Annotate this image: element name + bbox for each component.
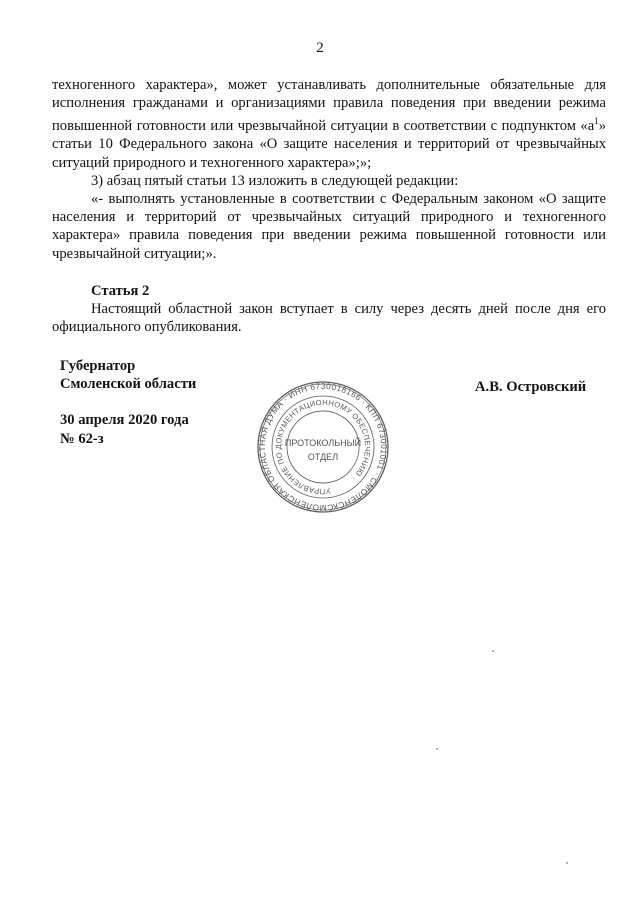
signer-position-line2: Смоленской области bbox=[60, 376, 197, 393]
scan-speck bbox=[436, 748, 438, 750]
official-stamp bbox=[256, 380, 390, 514]
paragraph-amendment-text: «- выполнять установленные в соответствии с Федеральным законом «О защите населения и территорий от чрезвычайных ситуаций природного и техногенного характера» правила поведения при введении режима повышенной готовности или чрезвычайной ситуации;». bbox=[52, 191, 606, 262]
document-body bbox=[52, 76, 606, 337]
stamp-outer-text: СМОЛЕНСКАЯ ОБЛАСТНАЯ ДУМА · ИНН 6730018166 · КПП 673001001 · СМОЛЕНСКАЯ bbox=[256, 380, 390, 514]
stamp-inner-text: УПРАВЛЕНИЕ ПО ДОКУМЕНТАЦИОННОМУ ОБЕСПЕЧЕНИЮ · bbox=[273, 397, 373, 497]
signature-block bbox=[60, 357, 196, 448]
law-number: № 62-з bbox=[60, 430, 104, 447]
signer-position-line1: Губернатор bbox=[60, 358, 136, 374]
law-date: 30 апреля 2020 года bbox=[60, 412, 189, 429]
signer-name: А.В. Островский bbox=[475, 379, 587, 395]
paragraph-text: техногенного характера», может устанавливать дополнительные обязательные для исполнения гражданами и организациями правила поведения при введении режима повышенной готовности или чрезвычайной ситуации в соответствии с подпунктом «а bbox=[52, 77, 606, 135]
scan-speck bbox=[492, 650, 494, 652]
scan-speck bbox=[566, 862, 568, 864]
superscript: 1 bbox=[594, 116, 599, 127]
stamp-center-line1: ПРОТОКОЛЬНЫЙ bbox=[284, 438, 362, 448]
article-text: Настоящий областной закон вступает в силу через десять дней после дня его официального опубликования. bbox=[52, 301, 606, 336]
paragraph-text-end: » статьи 10 Федерального закона «О защите населения и территорий от чрезвычайных ситуаций природного и техногенного характера»;»; bbox=[52, 118, 606, 171]
page-number: 2 bbox=[316, 40, 324, 56]
paragraph-amendment-item: 3) абзац пятый статьи 13 изложить в следующей редакции: bbox=[91, 172, 459, 189]
stamp-center-line2: ОТДЕЛ bbox=[307, 452, 339, 462]
article-heading: Статья 2 bbox=[91, 282, 150, 299]
paragraph-continuation bbox=[52, 76, 606, 172]
